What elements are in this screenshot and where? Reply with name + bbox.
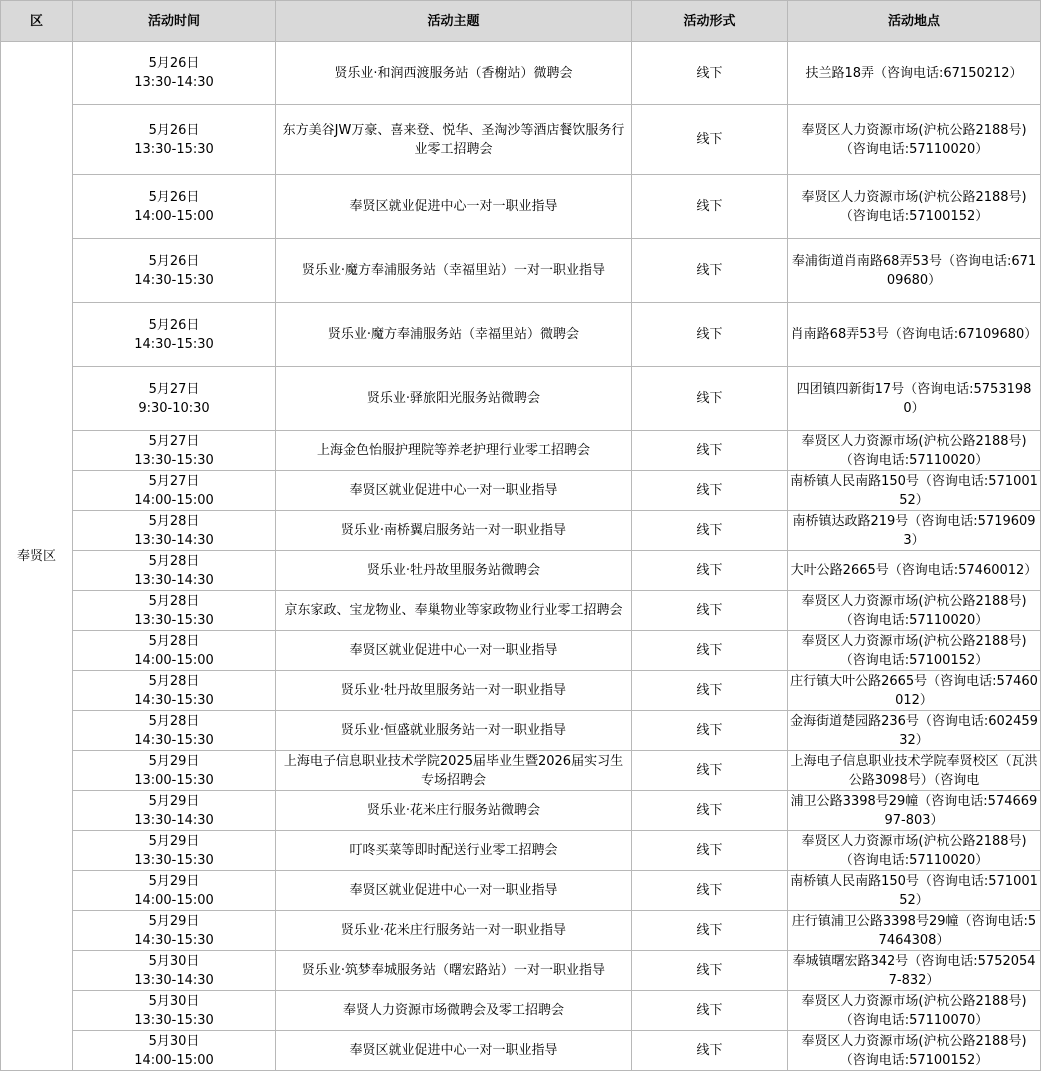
theme-cell: 东方美谷JW万豪、喜来登、悦华、圣淘沙等酒店餐饮服务行业零工招聘会 xyxy=(276,105,632,175)
format-cell: 线下 xyxy=(632,951,788,991)
format-cell: 线下 xyxy=(632,631,788,671)
time-cell xyxy=(73,471,276,511)
event-date: 5月30日 xyxy=(148,953,200,969)
header-theme: 活动主题 xyxy=(276,1,632,42)
time-cell xyxy=(73,239,276,303)
table-row xyxy=(1,591,1041,631)
time-cell xyxy=(73,591,276,631)
location-cell: 大叶公路2665号（咨询电话:57460012） xyxy=(788,551,1041,591)
format-cell: 线下 xyxy=(632,303,788,367)
header-location: 活动地点 xyxy=(788,1,1041,42)
format-cell: 线下 xyxy=(632,239,788,303)
theme-cell: 奉贤区就业促进中心一对一职业指导 xyxy=(276,471,632,511)
time-cell xyxy=(73,751,276,791)
event-date: 5月26日 xyxy=(148,317,200,333)
theme-cell: 贤乐业·筑梦奉城服务站（曙宏路站）一对一职业指导 xyxy=(276,951,632,991)
event-date: 5月29日 xyxy=(148,913,200,929)
event-time: 14:30-15:30 xyxy=(134,692,214,708)
location-cell: 肖南路68弄53号（咨询电话:67109680） xyxy=(788,303,1041,367)
time-cell xyxy=(73,711,276,751)
time-cell xyxy=(73,1031,276,1071)
theme-cell: 贤乐业·花米庄行服务站一对一职业指导 xyxy=(276,911,632,951)
location-cell: 奉城镇曙宏路342号（咨询电话:57520547-832） xyxy=(788,951,1041,991)
event-time: 13:30-15:30 xyxy=(134,141,214,157)
table-row xyxy=(1,711,1041,751)
theme-cell: 奉贤区就业促进中心一对一职业指导 xyxy=(276,1031,632,1071)
time-cell xyxy=(73,911,276,951)
table-row xyxy=(1,751,1041,791)
time-cell xyxy=(73,831,276,871)
event-time: 13:30-14:30 xyxy=(134,812,214,828)
location-cell: 奉贤区人力资源市场(沪杭公路2188号)（咨询电话:57110020） xyxy=(788,431,1041,471)
event-time: 13:30-15:30 xyxy=(134,452,214,468)
table-row xyxy=(1,671,1041,711)
header-format: 活动形式 xyxy=(632,1,788,42)
table-row xyxy=(1,431,1041,471)
event-time: 14:30-15:30 xyxy=(134,272,214,288)
event-date: 5月29日 xyxy=(148,753,200,769)
location-cell: 庄行镇大叶公路2665号（咨询电话:57460012） xyxy=(788,671,1041,711)
format-cell: 线下 xyxy=(632,551,788,591)
location-cell: 南桥镇人民南路150号（咨询电话:57100152） xyxy=(788,871,1041,911)
event-date: 5月28日 xyxy=(148,633,200,649)
location-cell: 金海街道楚园路236号（咨询电话:60245932） xyxy=(788,711,1041,751)
time-cell xyxy=(73,951,276,991)
format-cell: 线下 xyxy=(632,105,788,175)
theme-cell: 叮咚买菜等即时配送行业零工招聘会 xyxy=(276,831,632,871)
format-cell: 线下 xyxy=(632,711,788,751)
event-time: 14:00-15:00 xyxy=(134,492,214,508)
theme-cell: 奉贤人力资源市场微聘会及零工招聘会 xyxy=(276,991,632,1031)
format-cell: 线下 xyxy=(632,431,788,471)
table-body xyxy=(1,42,1041,1071)
location-cell: 四团镇四新街17号（咨询电话:57531980） xyxy=(788,367,1041,431)
table-row xyxy=(1,951,1041,991)
time-cell xyxy=(73,511,276,551)
theme-cell: 奉贤区就业促进中心一对一职业指导 xyxy=(276,871,632,911)
time-cell xyxy=(73,791,276,831)
location-cell: 浦卫公路3398号29幢（咨询电话:57466997-803） xyxy=(788,791,1041,831)
event-time: 13:30-15:30 xyxy=(134,1012,214,1028)
location-cell: 上海电子信息职业技术学院奉贤校区（瓦洪公路3098号）（咨询电 xyxy=(788,751,1041,791)
time-cell xyxy=(73,871,276,911)
event-date: 5月27日 xyxy=(148,381,200,397)
theme-cell: 贤乐业·牡丹故里服务站一对一职业指导 xyxy=(276,671,632,711)
location-cell: 奉贤区人力资源市场(沪杭公路2188号)（咨询电话:57110020） xyxy=(788,591,1041,631)
event-time: 13:30-14:30 xyxy=(134,75,214,90)
event-time: 13:30-14:30 xyxy=(134,972,214,988)
theme-cell: 奉贤区就业促进中心一对一职业指导 xyxy=(276,175,632,239)
event-date: 5月28日 xyxy=(148,673,200,689)
time-cell xyxy=(73,42,276,105)
time-cell xyxy=(73,367,276,431)
table-row xyxy=(1,911,1041,951)
event-date: 5月30日 xyxy=(148,993,200,1009)
location-cell: 南桥镇人民南路150号（咨询电话:57100152） xyxy=(788,471,1041,511)
theme-cell: 贤乐业·和润西渡服务站（香榭站）微聘会 xyxy=(276,42,632,105)
table-row xyxy=(1,551,1041,591)
event-date: 5月28日 xyxy=(148,593,200,609)
table-row xyxy=(1,791,1041,831)
event-time: 14:00-15:00 xyxy=(134,208,214,224)
format-cell: 线下 xyxy=(632,511,788,551)
table-row xyxy=(1,239,1041,303)
location-cell: 奉贤区人力资源市场(沪杭公路2188号)（咨询电话:57110020） xyxy=(788,831,1041,871)
time-cell xyxy=(73,631,276,671)
table-row xyxy=(1,631,1041,671)
location-cell: 奉贤区人力资源市场(沪杭公路2188号)（咨询电话:57110070） xyxy=(788,991,1041,1031)
theme-cell: 上海电子信息职业技术学院2025届毕业生暨2026届实习生专场招聘会 xyxy=(276,751,632,791)
location-cell: 扶兰路18弄（咨询电话:67150212） xyxy=(788,42,1041,105)
time-cell xyxy=(73,303,276,367)
location-cell: 庄行镇浦卫公路3398号29幢（咨询电话:57464308） xyxy=(788,911,1041,951)
theme-cell: 贤乐业·魔方奉浦服务站（幸福里站）一对一职业指导 xyxy=(276,239,632,303)
table-row xyxy=(1,175,1041,239)
event-time: 13:30-14:30 xyxy=(134,572,214,588)
event-time: 14:00-15:00 xyxy=(134,652,214,668)
format-cell: 线下 xyxy=(632,175,788,239)
event-date: 5月28日 xyxy=(148,513,200,529)
format-cell: 线下 xyxy=(632,591,788,631)
event-date: 5月26日 xyxy=(148,122,200,138)
format-cell: 线下 xyxy=(632,791,788,831)
theme-cell: 贤乐业·魔方奉浦服务站（幸福里站）微聘会 xyxy=(276,303,632,367)
location-cell: 奉贤区人力资源市场(沪杭公路2188号)（咨询电话:57110020） xyxy=(788,105,1041,175)
header-district: 区 xyxy=(1,1,73,42)
table-row xyxy=(1,367,1041,431)
theme-cell: 奉贤区就业促进中心一对一职业指导 xyxy=(276,631,632,671)
district-cell: 奉贤区 xyxy=(1,42,73,1071)
format-cell: 线下 xyxy=(632,1031,788,1071)
format-cell: 线下 xyxy=(632,671,788,711)
event-time: 13:00-15:30 xyxy=(134,772,214,788)
event-date: 5月29日 xyxy=(148,793,200,809)
format-cell: 线下 xyxy=(632,471,788,511)
theme-cell: 贤乐业·牡丹故里服务站微聘会 xyxy=(276,551,632,591)
time-cell xyxy=(73,105,276,175)
table-row xyxy=(1,105,1041,175)
table-row xyxy=(1,1031,1041,1071)
format-cell: 线下 xyxy=(632,751,788,791)
event-time: 14:00-15:00 xyxy=(134,892,214,908)
event-date: 5月26日 xyxy=(148,253,200,269)
location-cell: 奉贤区人力资源市场(沪杭公路2188号)（咨询电话:57100152） xyxy=(788,631,1041,671)
time-cell xyxy=(73,551,276,591)
event-time: 14:00-15:00 xyxy=(134,1052,214,1068)
header-row xyxy=(1,1,1041,42)
event-time: 13:30-15:30 xyxy=(134,852,214,868)
theme-cell: 贤乐业·花米庄行服务站微聘会 xyxy=(276,791,632,831)
format-cell: 线下 xyxy=(632,991,788,1031)
event-date: 5月27日 xyxy=(148,473,200,489)
location-cell: 南桥镇达政路219号（咨询电话:57196093） xyxy=(788,511,1041,551)
format-cell: 线下 xyxy=(632,911,788,951)
theme-cell: 京东家政、宝龙物业、奉巢物业等家政物业行业零工招聘会 xyxy=(276,591,632,631)
format-cell: 线下 xyxy=(632,871,788,911)
event-date: 5月26日 xyxy=(148,56,200,71)
event-date: 5月28日 xyxy=(148,553,200,569)
time-cell xyxy=(73,991,276,1031)
table-row xyxy=(1,871,1041,911)
event-date: 5月28日 xyxy=(148,713,200,729)
table-row xyxy=(1,303,1041,367)
theme-cell: 上海金色怡服护理院等养老护理行业零工招聘会 xyxy=(276,431,632,471)
event-time: 14:30-15:30 xyxy=(134,336,214,352)
format-cell: 线下 xyxy=(632,42,788,105)
event-time: 9:30-10:30 xyxy=(138,400,210,416)
time-cell xyxy=(73,175,276,239)
theme-cell: 贤乐业·南桥翼启服务站一对一职业指导 xyxy=(276,511,632,551)
location-cell: 奉贤区人力资源市场(沪杭公路2188号)（咨询电话:57100152） xyxy=(788,175,1041,239)
table-row xyxy=(1,991,1041,1031)
header-time: 活动时间 xyxy=(73,1,276,42)
table-row xyxy=(1,42,1041,105)
event-date: 5月29日 xyxy=(148,873,200,889)
event-date: 5月27日 xyxy=(148,433,200,449)
event-time: 14:30-15:30 xyxy=(134,732,214,748)
format-cell: 线下 xyxy=(632,831,788,871)
format-cell: 线下 xyxy=(632,367,788,431)
table-row xyxy=(1,511,1041,551)
location-cell: 奉浦街道肖南路68弄53号（咨询电话:67109680） xyxy=(788,239,1041,303)
table-row xyxy=(1,831,1041,871)
event-date: 5月29日 xyxy=(148,833,200,849)
time-cell xyxy=(73,671,276,711)
event-time: 13:30-15:30 xyxy=(134,612,214,628)
theme-cell: 贤乐业·恒盛就业服务站一对一职业指导 xyxy=(276,711,632,751)
time-cell xyxy=(73,431,276,471)
table-row xyxy=(1,471,1041,511)
theme-cell: 贤乐业·驿旅阳光服务站微聘会 xyxy=(276,367,632,431)
location-cell: 奉贤区人力资源市场(沪杭公路2188号)（咨询电话:57100152） xyxy=(788,1031,1041,1071)
event-time: 13:30-14:30 xyxy=(134,532,214,548)
event-date: 5月30日 xyxy=(148,1033,200,1049)
event-date: 5月26日 xyxy=(148,189,200,205)
event-time: 14:30-15:30 xyxy=(134,932,214,948)
